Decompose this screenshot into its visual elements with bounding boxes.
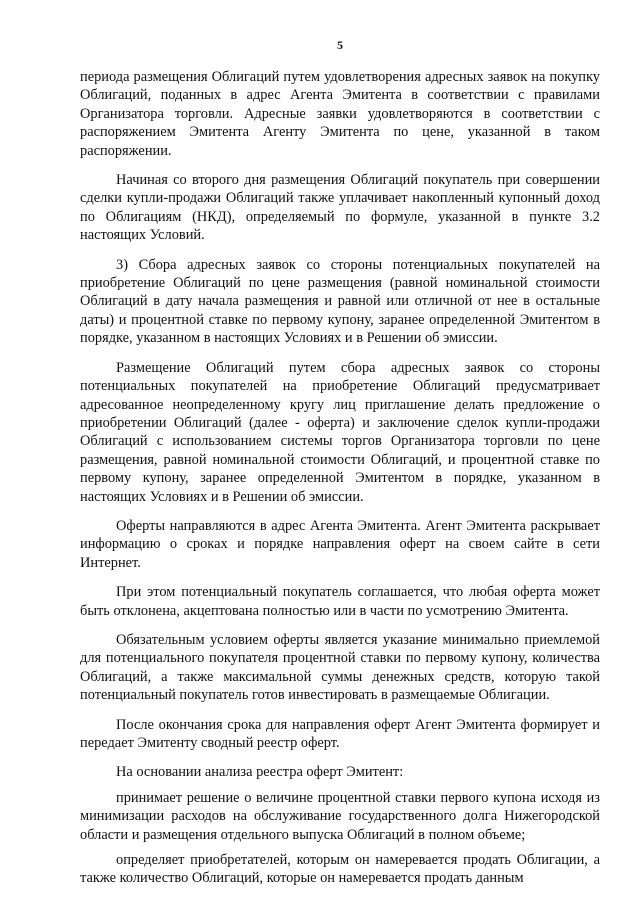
paragraph-9: На основании анализа реестра оферт Эмитент: — [116, 764, 404, 781]
paragraph-2: Начиная со второго дня размещения Облигаций покупатель при совершении сделки купли-продажи Облигаций также уплачивает накопленный купонный доход по Облигациям (НКД), определяемый по формуле, указанной в пункте 3.2 настоящих Условий. — [80, 172, 600, 244]
page-number: 5 — [337, 38, 343, 52]
paragraph-10: принимает решение о величине процентной ставки первого купона исходя из минимизации расходов на обслуживание государственного долга Нижегородской области и размещения отдельного выпуска Облигаций в полном объеме; — [80, 789, 600, 843]
paragraph-11: определяет приобретателей, которым он намеревается продать Облигации, а также количество Облигаций, которые он намеревается продать данным — [80, 852, 600, 887]
paragraph-1: периода размещения Облигаций путем удовлетворения адресных заявок на покупку Облигаций, поданных в адрес Агента Эмитента в соответствии с правилами Организатора торговли. Адресные заявки удовлетворяются в соответствии с распоряжением Эмитента Агенту Эмитента по цене, указанной в таком распоряжении. — [80, 69, 600, 159]
paragraph-6: При этом потенциальный покупатель соглашается, что любая оферта может быть отклонена, акцептована полностью или в части по усмотрению Эмитента. — [80, 584, 600, 619]
paragraph-5: Оферты направляются в адрес Агента Эмитента. Агент Эмитента раскрывает информацию о сроках и порядке направления оферт на своем сайте в сети Интернет. — [80, 517, 600, 571]
paragraph-4: Размещение Облигаций путем сбора адресных заявок со стороны потенциальных покупателей на приобретение Облигаций предусматривает адресованное неопределенному кругу лиц приглашение делать предложение о приобретении Облигаций (далее - оферта) и заключение сделок купли-продажи Облигаций с использованием системы торгов Организатора торговли по цене размещения, равной номинальной стоимости Облигаций, и процентной ставке по первому купону, заранее определенной Эмитентом в порядке, указанном в настоящих Условиях и в Решении об эмиссии. — [80, 359, 600, 505]
paragraph-8: После окончания срока для направления оферт Агент Эмитента формирует и передает Эмитенту сводный реестр оферт. — [80, 716, 600, 751]
paragraph-3: 3) Сбора адресных заявок со стороны потенциальных покупателей на приобретение Облигаций по цене размещения (равной номинальной стоимости Облигаций в дату начала размещения и равной или отличной от нее в остальные даты) и процентной ставке по первому купону, заранее определенной Эмитентом в порядке, указанном в настоящих Условиях и в Решении об эмиссии. — [80, 256, 600, 347]
document-body — [80, 68, 600, 899]
paragraph-7: Обязательным условием оферты является указание минимально приемлемой для потенциального покупателя процентной ставки по первому купону, количества Облигаций, а также максимальной суммы денежных средств, которую такой потенциальный покупатель готов инвестировать в размещаемые Облигации. — [80, 631, 600, 704]
